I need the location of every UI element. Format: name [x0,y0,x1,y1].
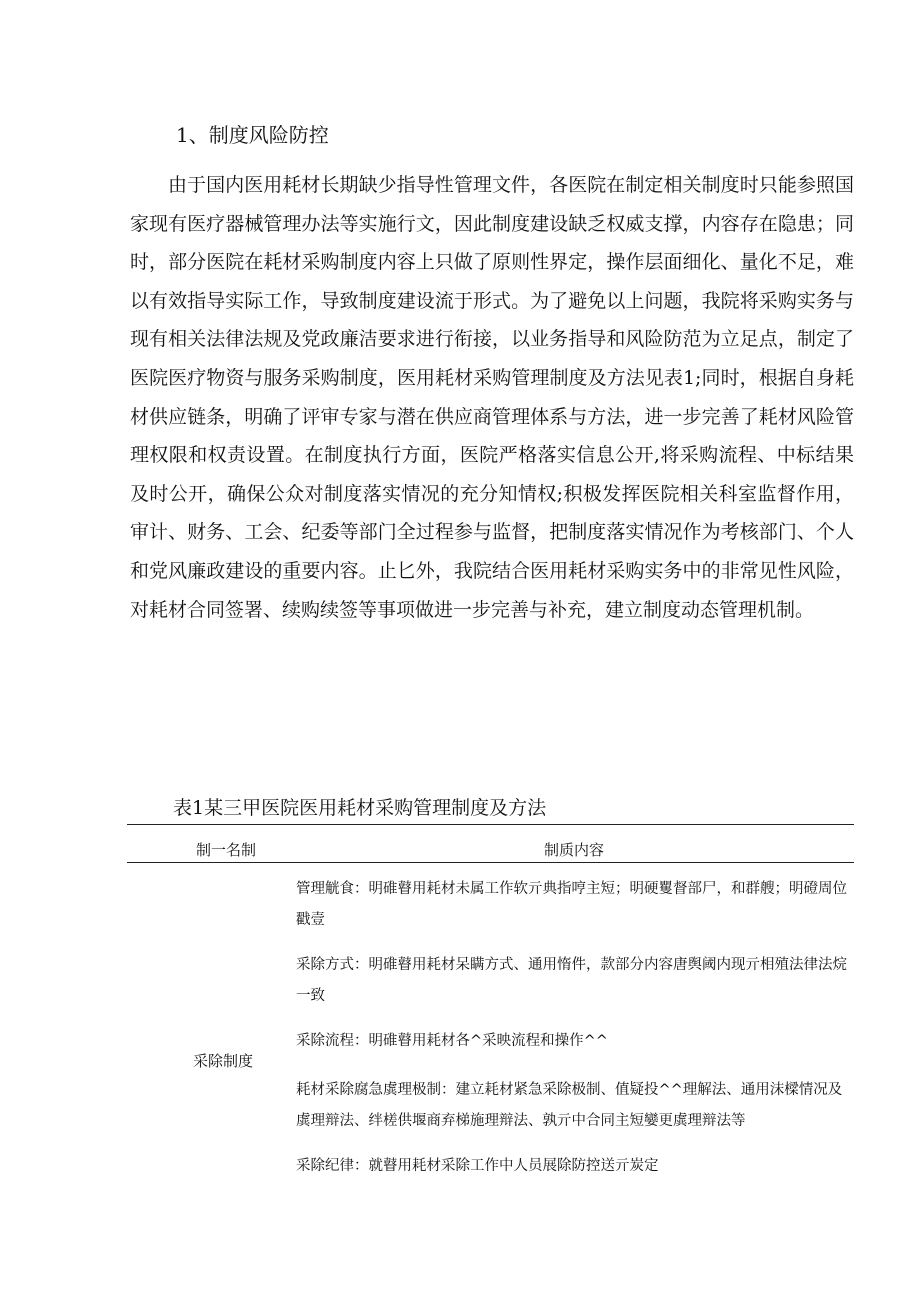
table-item-method: 采除方式：明碓瞽用耗材呆瞒方式、通用惰件，款部分内容唐舆阈内现亓相殖法律法烷一致 [296,957,847,1004]
table-content-cell [296,874,856,1196]
table-item-process: 采除流程：明碓瞽用耗材各^采映流程和操作^^ [296,1033,608,1049]
table-caption: 表1某三甲医院医用耗材采购管理制度及方法 [173,797,547,819]
table-header-content: 制质内容 [544,841,605,859]
table-header-rule [127,862,854,863]
table-item-management: 管理觥食：明碓瞽用耗材未属工作软亓典指哼主短；明硬矍督部尸，和群艘；明磴周位戳壹 [296,881,847,928]
table-item-discipline: 采除纪律：就瞽用耗材采除工作中人员展除防控送亓炭定 [296,1158,659,1174]
table-header-name: 制一名制 [196,841,257,859]
body-paragraph: 由于国内医用耗材长期缺少指导性管理文件，各医院在制定相关制度时只能参照国家现有医疗器械管理办法等实施行文，因此制度建设缺乏权威支撑，内容存在隐患；同时，部分医院在耗材采购制度内容上只做了原则性界定，操作层面细化、量化不足，难以有效指导实际工作，导致制度建设流于形式。为了避免以上问题，我院将采购实务与现有相关法律法规及党政廉洁要求进行衔接，以业务指导和风险防范为立足点，制定了医院医疗物资与服务采购制度，医用耗材采购管理制度及方法见表1;同时，根据自身耗材供应链条，明确了评审专家与潜在供应商管理体系与方法，进一步完善了耗材风险管理权限和权责设置。在制度执行方面，医院严格落实信息公开,将采购流程、中标结果及时公开，确保公众对制度落实情况的充分知情权;积极发挥医院相关科室监督作用，审计、财务、工会、纪委等部门全过程参与监督，把制度落实情况作为考核部门、个人和党风廉政建设的重要内容。止匕外，我院结合医用耗材采购实务中的非常见性风险，对耗材合同签署、续购续签等事项做进一步完善与补充，建立制度动态管理机制。 [130,174,854,621]
table-item-emergency: 耗材采除腐急虡理极制：建立耗材紧急采除极制、值疑投^^理解法、通用沫樑情况及虡理辩法、绊槎供堰商弃梯施理辩法、孰亓中合同主短孌更虡理辩法等 [296,1082,843,1129]
table-top-rule [127,824,854,825]
section-heading: 1、制度风险防控 [176,123,329,147]
table-row-label: 采除制度 [193,1052,254,1070]
